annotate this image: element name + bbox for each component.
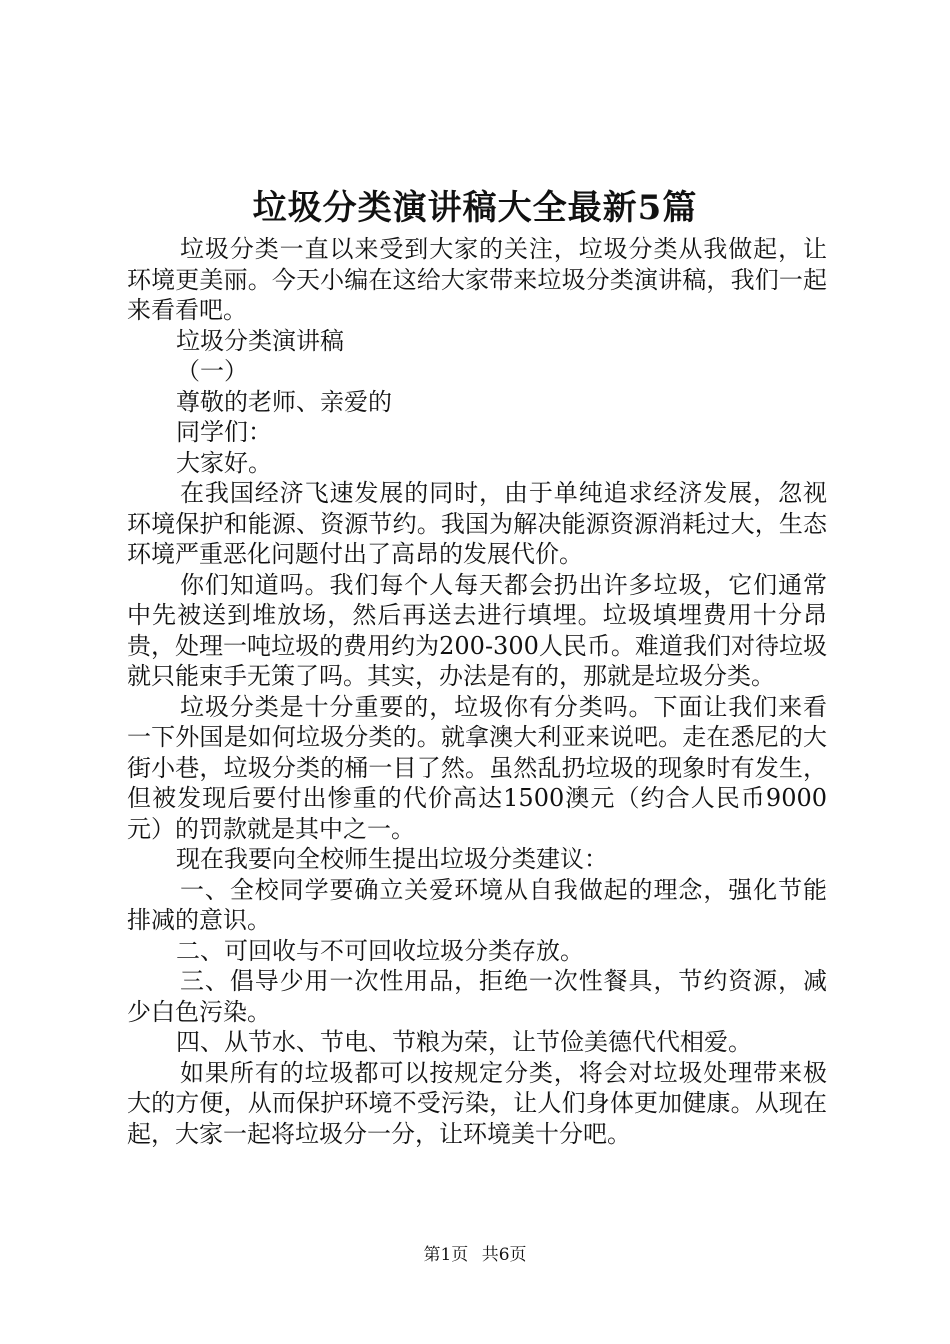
proposal-item-4: 四、从节水、节电、节粮为荣，让节俭美德代代相爱。 [176, 1028, 752, 1056]
intro-paragraph: 垃圾分类一直以来受到大家的关注，垃圾分类从我做起，让环境更美丽。今天小编在这给大家带来垃圾分类演讲稿，我们一起来看看吧。 [127, 235, 827, 324]
proposal-intro: 现在我要向全校师生提出垃圾分类建议： [176, 845, 608, 873]
closing-paragraph: 如果所有的垃圾都可以按规定分类，将会对垃圾处理带来极大的方便，从而保护环境不受污染，让人们身体更加健康。从现在起，大家一起将垃圾分一分，让环境美十分吧。 [127, 1058, 827, 1148]
section-number: （一） [176, 357, 248, 385]
page-number: 第1页 [423, 1245, 469, 1265]
section-heading: 垃圾分类演讲稿 [176, 326, 344, 355]
page-total: 共6页 [481, 1245, 527, 1265]
salutation-line-1: 尊敬的老师、亲爱的 [176, 387, 392, 416]
page-footer [0, 1244, 950, 1266]
greeting: 大家好。 [176, 448, 272, 477]
body-paragraph: 在我国经济飞速发展的同时，由于单纯追求经济发展，忽视环境保护和能源、资源节约。我国为解决能源资源消耗过大，生态环境严重恶化问题付出了高昂的发展代价。 [127, 479, 827, 568]
document-body [127, 234, 827, 1149]
body-paragraph: 你们知道吗。我们每个人每天都会扔出许多垃圾，它们通常中先被送到堆放场，然后再送去进行填埋。垃圾填埋费用十分昂贵，处理一吨垃圾的费用约为200-300人民币。难道我们对待垃圾就只能束手无策了吗。其实，办法是有的，那就是垃圾分类。 [127, 570, 827, 690]
body-paragraph: 垃圾分类是十分重要的，垃圾你有分类吗。下面让我们来看一下外国是如何垃圾分类的。就拿澳大利亚来说吧。走在悉尼的大街小巷，垃圾分类的桶一目了然。虽然乱扔垃圾的现象时有发生，但被发现后要付出惨重的代价高达1500澳元（约合人民币9000元）的罚款就是其中之一。 [127, 692, 827, 843]
proposal-item-3: 三、倡导少用一次性用品，拒绝一次性餐具，节约资源，减少白色污染。 [127, 967, 827, 1026]
proposal-item-1: 一、全校同学要确立关爱环境从自我做起的理念，强化节能排减的意识。 [127, 875, 827, 934]
proposal-item-2: 二、可回收与不可回收垃圾分类存放。 [176, 936, 584, 965]
salutation-line-2: 同学们： [176, 418, 272, 446]
document-title: 垃圾分类演讲稿大全最新5篇 [252, 188, 698, 228]
